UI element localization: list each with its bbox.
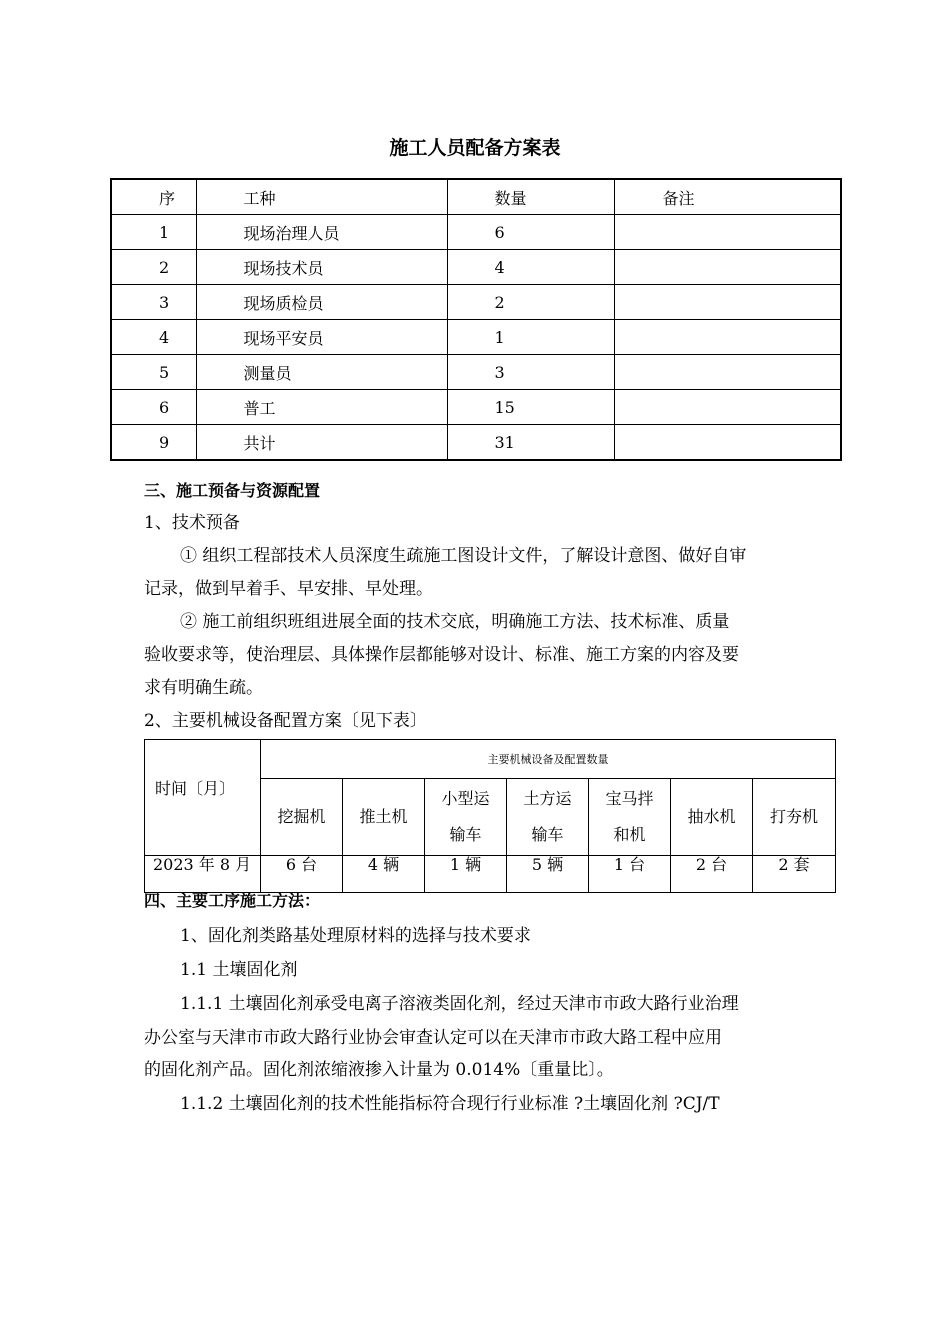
staff-cell <box>614 355 841 390</box>
section4-item11: 1.1 土壤固化剂 <box>180 960 298 980</box>
equipment-name-cell <box>425 779 507 856</box>
staff-header-row <box>111 179 841 215</box>
staff-cell: 5 <box>111 355 196 390</box>
staff-cell: 测量员 <box>196 355 447 390</box>
equipment-name-line-1: 推土机 <box>359 807 408 826</box>
staff-cell <box>614 320 841 355</box>
staff-row <box>111 355 841 390</box>
equipment-qty-cell: 6 台 <box>261 856 343 893</box>
equipment-qty-cell: 2 台 <box>671 856 753 893</box>
staff-cell: 现场质检员 <box>196 285 447 320</box>
paragraph-2-line-3: 求有明确生疏。 <box>144 678 263 698</box>
paragraph-111-line-1: 1.1.1 土壤固化剂承受电离子溶液类固化剂，经过天津市市政大路行业治理 <box>180 994 739 1014</box>
staff-table <box>110 178 842 461</box>
equipment-qty-cell: 1 台 <box>589 856 671 893</box>
staff-header-cell: 序 <box>111 179 196 215</box>
equipment-name-line-1: 土方运 <box>523 789 572 808</box>
staff-cell: 1 <box>111 215 196 250</box>
equipment-name-cell <box>671 779 753 856</box>
section4-item1: 1、固化剂类路基处理原材料的选择与技术要求 <box>180 926 531 946</box>
staff-cell: 2 <box>447 285 614 320</box>
staff-cell <box>614 215 841 250</box>
staff-row <box>111 250 841 285</box>
equipment-qty-cell: 4 辆 <box>343 856 425 893</box>
staff-row <box>111 285 841 320</box>
staff-cell: 2 <box>111 250 196 285</box>
staff-cell: 共计 <box>196 425 447 461</box>
section3-heading: 三、施工预备与资源配置 <box>144 481 321 500</box>
staff-cell: 3 <box>447 355 614 390</box>
paragraph-2-line-1: ② 施工前组织班组进展全面的技术交底，明确施工方法、技术标准、质量 <box>180 612 730 632</box>
staff-row <box>111 425 841 461</box>
staff-cell: 现场平安员 <box>196 320 447 355</box>
staff-row <box>111 320 841 355</box>
staff-cell: 6 <box>447 215 614 250</box>
staff-cell <box>614 425 841 461</box>
staff-cell <box>614 250 841 285</box>
staff-cell: 6 <box>111 390 196 425</box>
equipment-name-cell <box>261 779 343 856</box>
staff-row <box>111 215 841 250</box>
staff-cell: 4 <box>111 320 196 355</box>
staff-cell: 4 <box>447 250 614 285</box>
equipment-name-cell <box>507 779 589 856</box>
staff-cell <box>614 285 841 320</box>
staff-cell: 3 <box>111 285 196 320</box>
page-title: 施工人员配备方案表 <box>389 137 561 159</box>
staff-cell: 15 <box>447 390 614 425</box>
paragraph-112-line-1: 1.1.2 土壤固化剂的技术性能指标符合现行行业标准 ?土壤固化剂 ?CJ/T <box>180 1094 720 1114</box>
time-value: 2023 年 8 月 <box>145 856 261 893</box>
section3-sub2: 2、主要机械设备配置方案〔见下表〕 <box>144 711 427 731</box>
section4-heading: 四、主要工序施工方法： <box>144 891 321 910</box>
equipment-qty-cell: 2 套 <box>753 856 836 893</box>
equipment-name-line-1: 打夯机 <box>770 807 819 826</box>
equipment-name-line-1: 宝马拌 <box>605 789 654 808</box>
staff-cell: 现场治理人员 <box>196 215 447 250</box>
equipment-name-line-2: 输车 <box>449 825 482 844</box>
staff-cell: 31 <box>447 425 614 461</box>
staff-cell: 9 <box>111 425 196 461</box>
equipment-name-line-1: 小型运 <box>441 789 490 808</box>
equipment-qty-cell: 5 辆 <box>507 856 589 893</box>
staff-cell: 普工 <box>196 390 447 425</box>
equipment-name-line-2: 和机 <box>613 825 646 844</box>
section3-sub1: 1、技术预备 <box>144 513 240 533</box>
equipment-table <box>144 739 836 893</box>
staff-cell: 1 <box>447 320 614 355</box>
equipment-name-cell <box>343 779 425 856</box>
equipment-name-line-1: 抽水机 <box>687 807 736 826</box>
staff-cell <box>614 390 841 425</box>
equipment-name-line-1: 挖掘机 <box>277 807 326 826</box>
staff-cell: 现场技术员 <box>196 250 447 285</box>
paragraph-111-line-2: 办公室与天津市市政大路行业协会审查认定可以在天津市市政大路工程中应用 <box>144 1028 722 1048</box>
time-header: 时间〔月〕 <box>145 740 261 856</box>
staff-header-cell: 数量 <box>447 179 614 215</box>
equipment-name-cell <box>753 779 836 856</box>
group-header: 主要机械设备及配置数量 <box>261 740 836 779</box>
staff-row <box>111 390 841 425</box>
staff-header-cell: 备注 <box>614 179 841 215</box>
paragraph-1-line-2: 记录，做到早着手、早安排、早处理。 <box>144 579 433 599</box>
staff-header-cell: 工种 <box>196 179 447 215</box>
paragraph-1-line-1: ① 组织工程部技术人员深度生疏施工图设计文件，了解设计意图、做好自审 <box>180 546 747 566</box>
equipment-qty-cell: 1 辆 <box>425 856 507 893</box>
paragraph-111-line-3: 的固化剂产品。固化剂浓缩液掺入计量为 0.014%〔重量比〕。 <box>144 1060 614 1080</box>
equipment-name-cell <box>589 779 671 856</box>
paragraph-2-line-2: 验收要求等，使治理层、具体操作层都能够对设计、标准、施工方案的内容及要 <box>144 645 739 665</box>
equipment-name-line-2: 输车 <box>531 825 564 844</box>
